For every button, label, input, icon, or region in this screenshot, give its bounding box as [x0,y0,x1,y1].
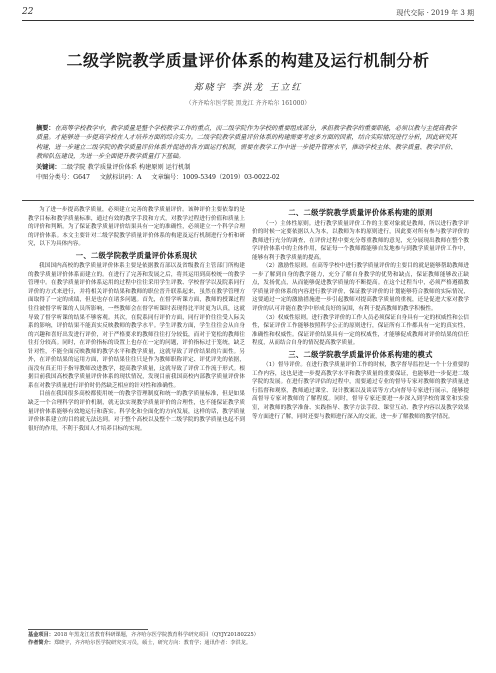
abstract-divider [22,200,474,201]
authors: 郑晓宇 李洪龙 王立红 [193,83,303,93]
section-1-paragraph-1: 我国国内高校的教学质量评价体系主要是依据教育部以及省级教育主管部门所构建的教学质量评价体系而建立的。在进行了完善和发展之后，将其运用到高校统一的教学管理中。在教学质量评价体系运用的过程中往往采用学生评教、学校督学以及院系同行评价的方式来进行，并将相关评价结果和教师的职位晋升联系起来，虽然在教学管理方面取得了一定的成绩，但是也存在诸多问题。首先，在督学听课方面，教师的授课过程往往被督学听课的人员所影响，一些教师会在督学听课时表现得比平时更为认真，这就导致了督学听课的结果不够客观。其次，在院系同行评价方面，同行评价往往受人际关系的影响，评价结果不能真实反映教师的教学水平。学生评教方面，学生往往会从自身的兴趣和喜好出发进行评价，对于严格要求的教师往往打分较低，而对于宽松的教师往往打分较高。同时，在评价指标的设置上也存在一定的问题，评价指标过于笼统，缺乏针对性，不能全面反映教师的教学水平和教学质量，这就导致了评价结果的片面性。另外，在评价结果的运用方面，评价结果往往只是作为教师职称评定、评优评先的依据，而没有真正用于指导教师改进教学，提高教学质量，这就导致了评价工作流于形式。根据目前我国高校教学质量评价体系的现状情况，发现目前我国高校内部教学质量评价体系在对教学质量进行评价时仍然缺乏相应的针对性和准确性。 [28,263,245,389]
principle-authority: （3）权威性原则。进行教学评价的工作人员必须保证自身具有一定的权威性和公信性，保证评价工作能够按照科学公正的原则进行，保证所有工作都具有一定的真实性，准确性和权威性。保证评价结果具有一定的权威性，才能够促成教师对评价结果的信任程度，从而结合自身的情况提高教学质量。 [252,314,469,347]
fund-label: 基金项目： [28,632,54,638]
running-header [22,6,474,21]
article-number: 文章编号：1009-5349（2019）03-0022-02 [151,174,280,182]
fund-text: 2018 年黑龙江省教育科研课题，齐齐哈尔医学院教育科学研究项目（QYJY20180225） [53,632,259,638]
mode-supervision: （1）督导评价。在进行教学质量评价工作的时候，教学督导监控是一个十分重要的工作内容，这也是进一步提高教学水平和教学质量的重要保证，也能够进一步促进二级学院的发展。在进行教学评估的过程中，需要通过专业的督导专家对教师的教学质量进行监督和观察，教师通过课堂、设计教案以及谈话等方式向督导专家进行展示，能够提高督导专家对教师的了解程度。同时，督导专家还要进一步深入到学校的课堂和实验室，对教师的教学准备、实践指导、教学方法手段、课堂互动、教学内容以及教学效果等方面进行了解，同时还要与教师进行深入的交流，进一步了解教师的教学情况。 [252,362,469,420]
abstract-block [36,124,460,182]
keywords [36,163,460,172]
doc-code: 文献标识码：A [99,174,142,182]
paper-title: 二级学院教学质量评价体系的构建及运行机制分析 [66,51,430,70]
footnote-divider [28,629,148,630]
clc-number: 中图分类号：G647 [36,174,90,182]
author-bio-line [28,640,474,648]
abstract [36,124,460,162]
author-bio-label: 作者简介： [28,639,54,646]
affiliation: （齐齐哈尔医学院 黑龙江 齐齐哈尔 161000） [185,100,311,107]
left-column [28,206,245,433]
section-1-paragraph-2: 目前在我国很多高校都使用统一的教学管理制度和统一的教学质量标准，但是如果缺乏一个合理科学的评价机制，就无法实现教学质量评价的合理性，也不能保证教学质量评价体系能够有效地运行和落实。科学化和全面化的方向发展，这样的话，教学质量评价体系建立的目的就无法达到。对于整个高校以及整个二级学院的教学质量也起不到很好的作用，不利于我国人才培养目标的实现。 [28,391,245,432]
principle-subjectivity: （一）主体性原则。进行教学质量评价工作的主要对象就是教师，所以进行教学评价的时候一定要依据以人为本，以教师为本的原则进行，因此要对所有参与教学评价的教师进行充分的调查，在评价过程中要充分尊重教师的意见，充分展现出教师在整个教学评价体系中的主体作用，保证每一个教师都能够自发地参与到教学质量评价工作中，能够有利于教学质量的提高。 [252,220,469,261]
classification-line [36,173,460,182]
journal-name: 现代交际 · 2019 年 3 期 [396,9,474,17]
section-heading-3: 三、二级学院教学质量评价体系构建的模式 [288,349,433,359]
abstract-label: 摘要： [36,125,55,132]
abstract-text: 在高等学校教学中，教学质量是整个学校教学工作的重点，而二级学院作为学校的重要组成部分，承担教学教学的重要职能，必须以教与主提高教学质量。才能够进一步提高学校在人才培养方面的综合实力。二级学院教学质量评价体系的构建需要考虑多方面的因素，结合实际情况进行分析，因此研究其构建，进一步建立二级学院的教学质量评价体系并促进的各方面运行机制，需要在教学工作中进一步提升管理水平，推动学校主体、教学质量、教学评价、教师队伍建设，为进一步全面提升教学质量打下基础。 [36,125,457,161]
footnote [28,632,474,647]
keywords-label: 关键词： [36,163,61,171]
section-heading-1: 一、二级学院教学质量评价体系现状 [75,250,198,260]
keywords-text: 二级学院 教学质量评价体系 构建原则 运行机制 [60,163,191,171]
principle-incentive: （2）激励性原则。在高等学校中进行教学质量评价的主要目的就是能够帮助教师进一步了解到自身的教学能力，充分了解自身教学的优势和缺点，保证教师能够改正缺点，发扬优点，从而能够促进教学质量的不断提高。在这个过程当中，必须严格遵循教学质量评价体系的内容进行教学评价，保证教学评价的计划能够符合教师的实际情况，这要通过一定的激励措施进一步引起教师对提高教学质量的重视，还是促进大家对教学评价的认可并能在教学中形成良好的氛围，有利于提高教师的教学积极性。 [252,263,469,313]
page-number: 22 [22,7,34,17]
section-heading-2: 二、二级学院教学质量评价体系构建的原则 [288,208,433,217]
author-bio-text: 郑晓宇，齐齐哈尔医学院研究实习员，硕士，研究方向：教育学；通讯作者：李洪龙。 [53,639,252,646]
fund-line [28,632,474,640]
right-column [252,206,469,421]
intro-paragraph: 为了进一步提高教学质量，必须建立完善的教学质量评价。该种评价主要依靠的是教学目标和教学质量标准，通过有效的教学手段和方式，对教学过程进行价值和质量上的评价和判断。为了保证教学质量评价结果具有一定的准确性，必须建立一个科学合理的评价体系。本文主要针对二级学院教学质量评价体系的构建及运行机制进行分析和研究，以下为具体内容。 [28,207,245,248]
